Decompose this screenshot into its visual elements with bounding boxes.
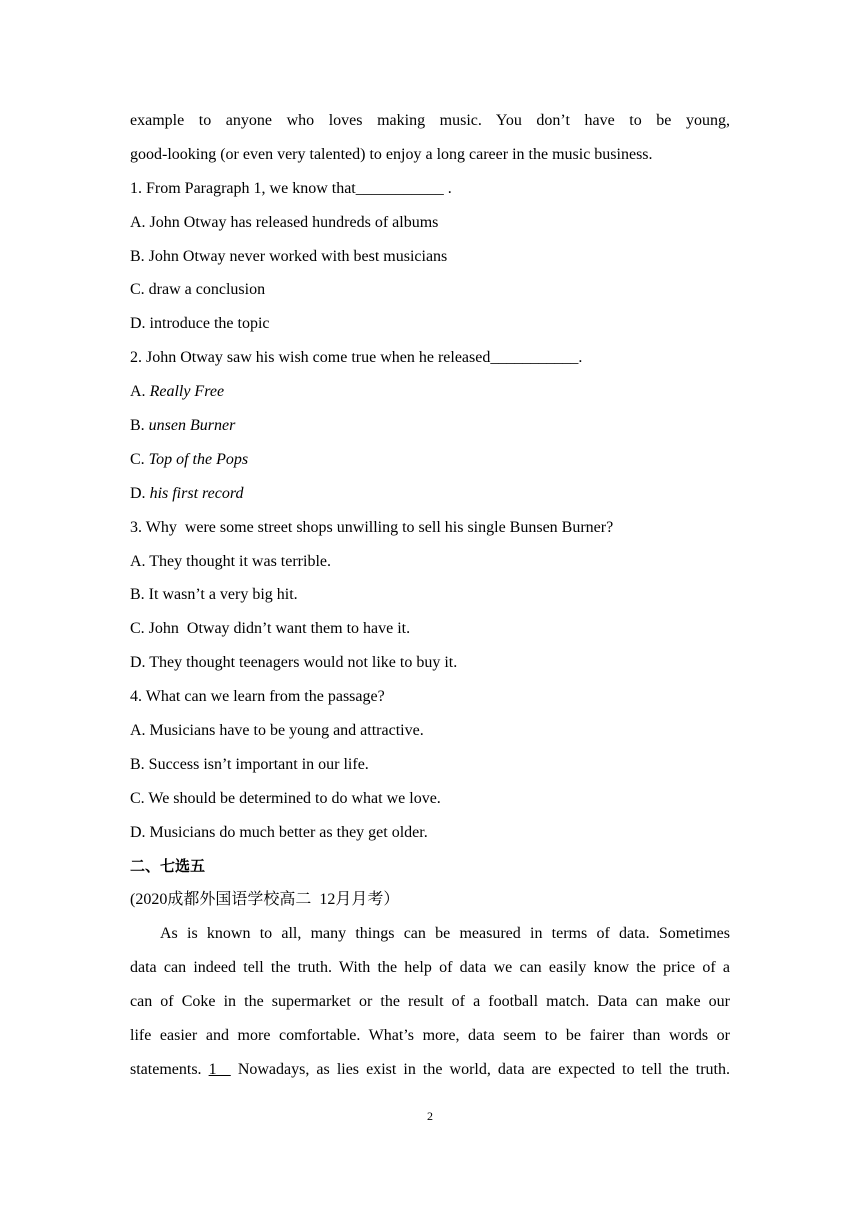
- question-1-stem: 1. From Paragraph 1, we know that___________ .: [130, 179, 452, 197]
- question-4-option-c: C. We should be determined to do what we love.: [130, 789, 441, 807]
- question-3-option-d: D. They thought teenagers would not like to buy it.: [130, 654, 458, 672]
- passage-line-2: good-looking (or even very talented) to enjoy a long career in the music business.: [130, 145, 653, 163]
- section-heading: 二、七选五: [130, 856, 206, 875]
- question-3-stem: 3. Why were some street shops unwilling to sell his single Bunsen Burner?: [130, 518, 614, 536]
- question-2-option-a: [130, 375, 730, 409]
- question-2-option-b: [130, 409, 730, 443]
- page-number: 2: [427, 1109, 433, 1123]
- question-1-option-c: C. draw a conclusion: [130, 281, 266, 299]
- question-3-option-c: C. John Otway didn’t want them to have it.: [130, 620, 411, 638]
- question-2-stem: 2. John Otway saw his wish come true when he released___________.: [130, 349, 583, 367]
- section-source: (2020成都外国语学校高二 12月月考）: [130, 891, 400, 909]
- option-letter: D.: [130, 484, 150, 502]
- question-4-option-a: A. Musicians have to be young and attractive.: [130, 722, 424, 740]
- line-text-after: Nowadays, as lies exist in the world, data are expected to tell the truth.: [230, 1060, 730, 1078]
- option-letter: B.: [130, 417, 149, 435]
- question-2-option-c: [130, 443, 730, 477]
- question-1-option-d: D. introduce the topic: [130, 315, 270, 333]
- option-title: unsen Burner: [148, 417, 236, 435]
- question-4-stem: 4. What can we learn from the passage?: [130, 688, 385, 706]
- section-para-line-3: can of Coke in the supermarket or the result of a football match. Data can make our: [130, 993, 730, 1011]
- page-content: [130, 104, 730, 1087]
- blank-number: 1: [208, 1060, 231, 1078]
- question-3-option-b: B. It wasn’t a very big hit.: [130, 586, 298, 604]
- passage-line-1: example to anyone who loves making music. You don’t have to be young,: [130, 112, 730, 129]
- option-letter: C.: [130, 450, 149, 468]
- question-2-option-d: [130, 477, 730, 511]
- option-title: his first record: [149, 484, 244, 502]
- question-4-option-b: B. Success isn’t important in our life.: [130, 755, 369, 773]
- option-title: Top of the Pops: [148, 450, 249, 468]
- section-para-line-2: data can indeed tell the truth. With the help of data we can easily know the price of a: [130, 959, 730, 977]
- option-letter: A.: [130, 383, 150, 401]
- question-1-option-b: B. John Otway never worked with best musicians: [130, 247, 448, 265]
- section-para-line-4: life easier and more comfortable. What’s more, data seem to be fairer than words or: [130, 1027, 730, 1045]
- question-1-option-a: A. John Otway has released hundreds of albums: [130, 213, 439, 231]
- question-3-option-a: A. They thought it was terrible.: [130, 552, 331, 570]
- line-text-before: statements.: [130, 1060, 209, 1078]
- option-title: Really Free: [149, 383, 225, 401]
- section-para-line-5: [130, 1053, 730, 1087]
- question-4-option-d: D. Musicians do much better as they get older.: [130, 823, 428, 841]
- section-para-line-1: As is known to all, many things can be measured in terms of data. Sometimes: [160, 925, 730, 943]
